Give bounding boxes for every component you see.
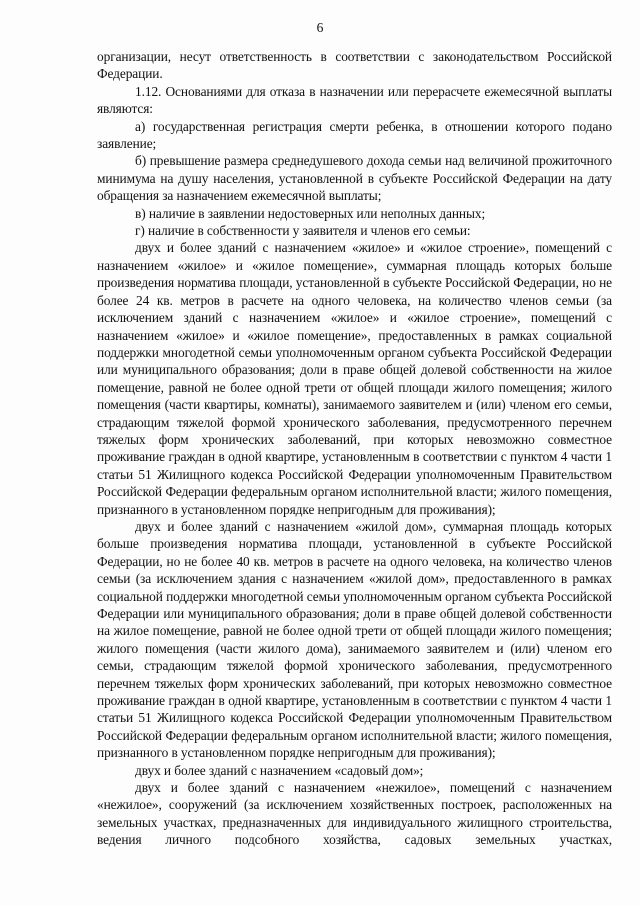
paragraph-1-12: 1.12. Основаниями для отказа в назначении или перерасчете ежемесячной выплаты являются: bbox=[97, 83, 612, 117]
paragraph-residential-buildings: двух и более зданий с назначением «жилое» и «жилое строение», помещений с назначением «жилое» и «жилое помещение», суммарная площадь которых больше произведения норматива площади, установленной в субъекте Российской Федерации, но не более 24 кв. метров в расчете на одного человека, на количество членов семьи (за исключением зданий с назначением «жилое» и «жилое строение», помещений с назначением «жилое» и «жилое помещение», предоставленных в рамках социальной поддержки многодетной семьи уполномоченным органом субъекта Российской Федерации или муниципального образования; доли в праве общей долевой собственности на жилое помещение, равной не более одной трети от общей площади жилого помещения; жилого помещения (части квартиры, комнаты), занимаемого заявителем и (или) членом его семьи, страдающим тяжелой формой хронического заболевания, предусмотренного перечнем тяжелых форм хронических заболеваний, при которых невозможно совместное проживание граждан в одной квартире, установленным в соответствии с пунктом 4 части 1 статьи 51 Жилищного кодекса Российской Федерации уполномоченным Правительством Российской Федерации федеральным органом исполнительной власти; жилого помещения, признанного в установленном порядке непригодным для проживания); bbox=[97, 240, 612, 517]
paragraph-item-b: б) превышение размера среднедушевого дохода семьи над величиной прожиточного минимума на душу населения, установленной в субъекте Российской Федерации на дату обращения за назначением ежемесячной выплаты; bbox=[97, 153, 612, 204]
paragraph-non-residential: двух и более зданий с назначением «нежилое», помещений с назначением «нежилое», сооружений (за исключением хозяйственных построек, расположенных на земельных участках, предназначенных для индивидуального жилищного строительства, ведения личного подсобного хозяйства, садовых земельных участках, bbox=[97, 780, 612, 848]
paragraph-item-a: а) государственная регистрация смерти ребенка, в отношении которого подано заявление; bbox=[97, 118, 612, 152]
paragraph-item-g: г) наличие в собственности у заявителя и членов его семьи: bbox=[135, 223, 471, 239]
paragraph-garden-houses: двух и более зданий с назначением «садовый дом»; bbox=[135, 762, 424, 778]
document-body bbox=[97, 48, 612, 849]
paragraph-item-v: в) наличие в заявлении недостоверных или неполных данных; bbox=[135, 205, 486, 221]
paragraph-residential-houses: двух и более зданий с назначением «жилой дом», суммарная площадь которых больше произведения норматива площади, установленной в субъекте Российской Федерации, но не более 40 кв. метров в расчете на одного человека, на количество членов семьи (за исключением здания с назначением «жилой дом», предоставленного в рамках социальной поддержки многодетной семьи уполномоченным органом субъекта Российской Федерации или муниципального образования; доли в праве общей долевой собственности на жилое помещение, равной не более одной трети от общей площади жилого помещения; жилого помещения (части жилого дома), занимаемого заявителем и (или) членом его семьи, страдающим тяжелой формой хронического заболевания, предусмотренного перечнем тяжелых форм хронических заболеваний, при которых невозможно совместное проживание граждан в одной квартире, установленным в соответствии с пунктом 4 части 1 статьи 51 Жилищного кодекса Российской Федерации уполномоченным Правительством Российской Федерации федеральным органом исполнительной власти; жилого помещения, признанного в установленном порядке непригодным для проживания); bbox=[97, 518, 612, 761]
page-number: 6 bbox=[316, 20, 324, 35]
paragraph-continuation: организации, несут ответственность в соответствии с законодательством Российской Федерации. bbox=[97, 49, 612, 82]
